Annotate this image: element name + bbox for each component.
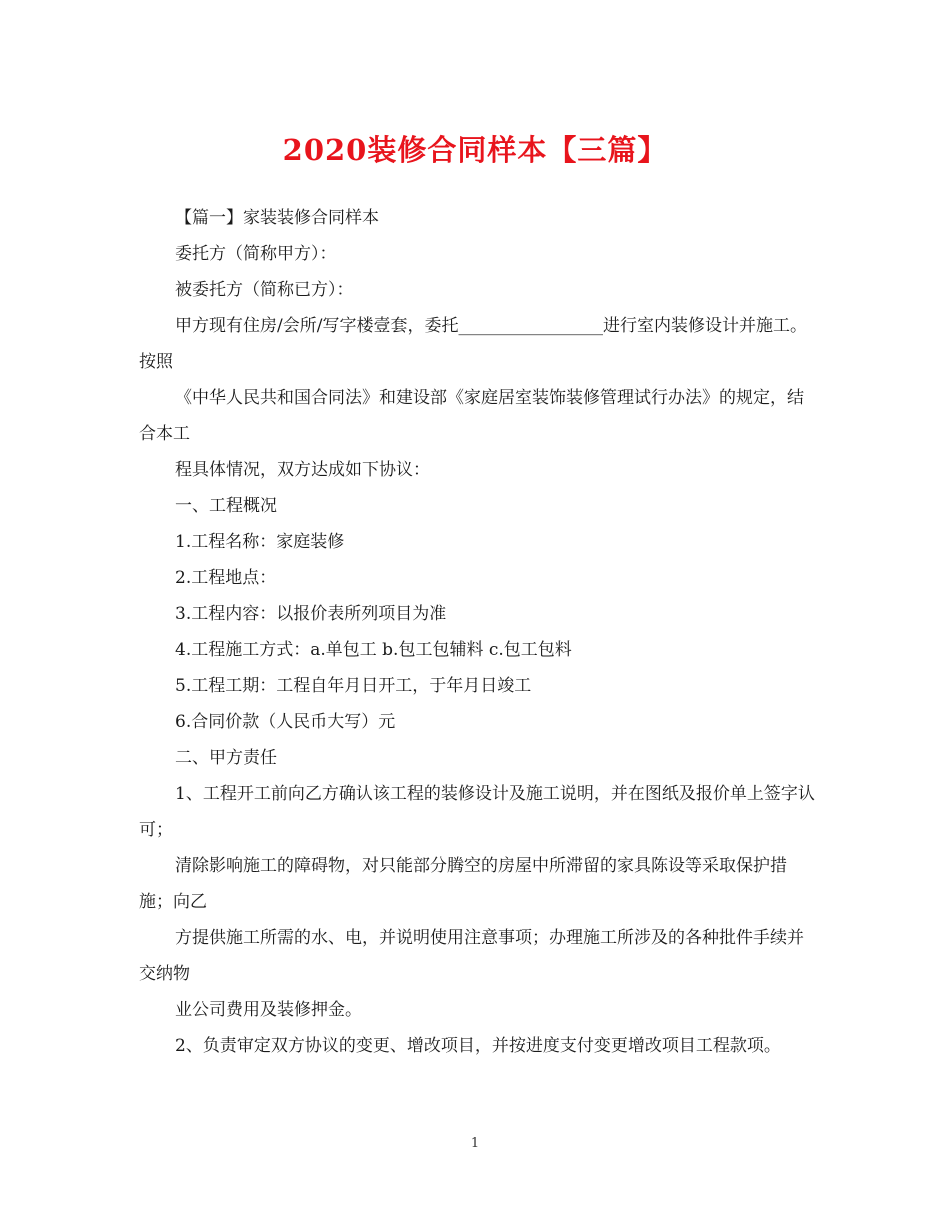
paragraph: 3.工程内容：以报价表所列项目为准 [175, 604, 447, 624]
paragraph: 2、负责审定双方协议的变更、增改项目，并按进度支付变更增改项目工程款项。 [175, 1036, 781, 1056]
paragraph: 《中华人民共和国合同法》和建设部《家庭居室装饰装修管理试行办法》的规定，结合本工 [139, 388, 804, 444]
paragraph: 4.工程施工方式：a.单包工 b.包工包辅料 c.包工包料 [175, 640, 572, 660]
document-title: 2020装修合同样本【三篇】 [282, 133, 668, 167]
paragraph: 二、甲方责任 [175, 748, 277, 768]
paragraph: 甲方现有住房/会所/写字楼壹套，委托_________________进行室内装修设计并施工。按照 [139, 316, 807, 372]
paragraph: 方提供施工所需的水、电，并说明使用注意事项；办理施工所涉及的各种批件手续并交纳物 [139, 928, 804, 984]
paragraph: 程具体情况，双方达成如下协议： [175, 460, 430, 480]
paragraph: 清除影响施工的障碍物，对只能部分腾空的房屋中所滞留的家具陈设等采取保护措施；向乙 [139, 856, 787, 912]
paragraph: 【篇一】家装装修合同样本 [175, 208, 379, 228]
paragraph: 委托方（简称甲方）： [175, 244, 337, 264]
document-body [139, 200, 819, 1064]
paragraph: 2.工程地点： [175, 568, 277, 588]
paragraph: 被委托方（简称已方）： [175, 280, 354, 300]
paragraph: 一、工程概况 [175, 496, 277, 516]
page-number: 1 [470, 1136, 480, 1151]
paragraph: 1.工程名称：家庭装修 [175, 532, 345, 552]
paragraph: 业公司费用及装修押金。 [175, 1000, 362, 1020]
paragraph: 6.合同价款（人民币大写）元 [175, 712, 396, 732]
paragraph: 1、工程开工前向乙方确认该工程的装修设计及施工说明，并在图纸及报价单上签字认可； [139, 784, 815, 840]
paragraph: 5.工程工期：工程自年月日开工，于年月日竣工 [175, 676, 532, 696]
